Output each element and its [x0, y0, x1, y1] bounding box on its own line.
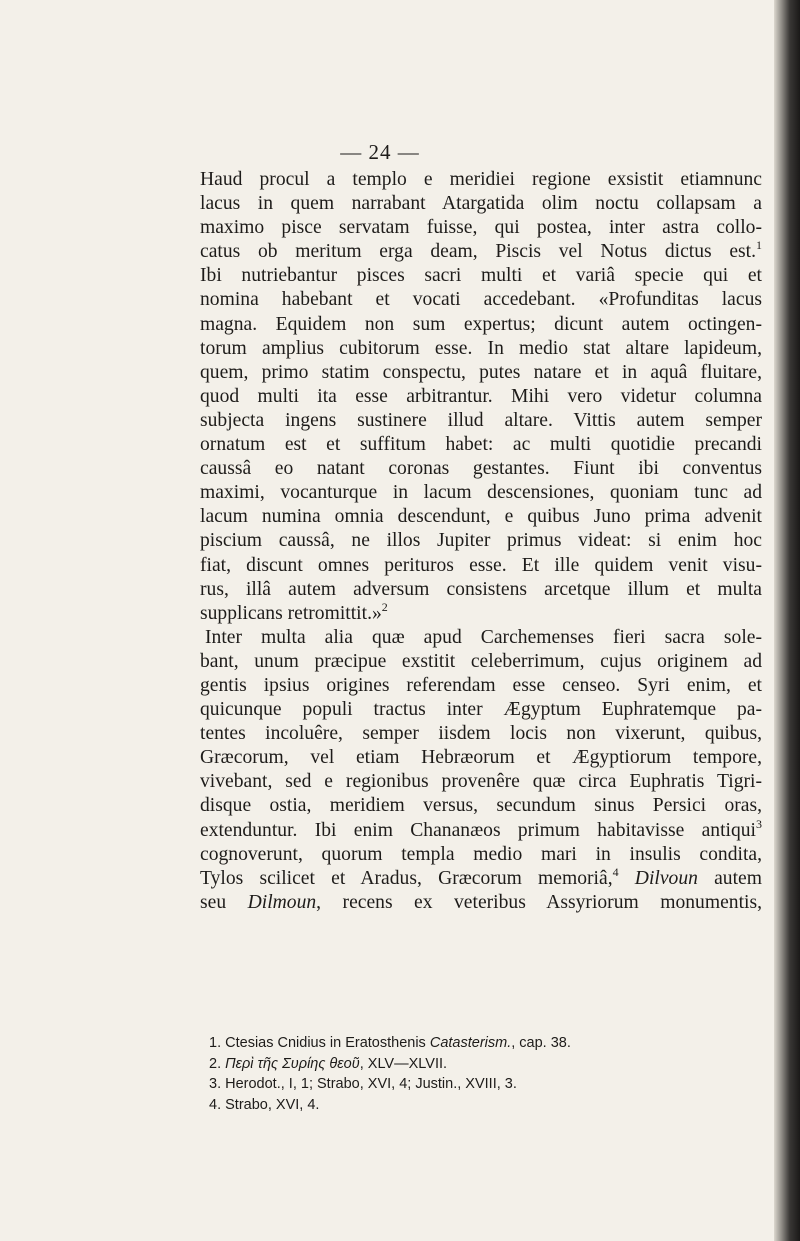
text-line: piscium caussâ, ne illos Jupiter primus videat: si enim hoc — [200, 530, 762, 552]
footnote-italic: Catasterism. — [429, 1035, 512, 1051]
text-line-with-note — [200, 864, 762, 891]
footnote-2 — [209, 1054, 749, 1075]
footnote-tail: , cap. 38. — [511, 1035, 571, 1051]
text-line: Græcorum, vel etiam Hebræorum et Ægyptiorum tempore, — [200, 747, 762, 769]
text-line: fiat, discunt omnes perituros esse. Et ille quidem venit visu- — [200, 554, 762, 576]
page-number: — 24 — — [340, 140, 420, 164]
footnote-number: 4. — [209, 1096, 222, 1113]
footnote-3 — [209, 1074, 749, 1095]
text-line: Ibi nutriebantur pisces sacri multi et variâ specie qui et — [200, 265, 762, 287]
text-line: seu Dilmoun, recens ex veteribus Assyriorum monumentis, — [200, 891, 762, 913]
text-line: torum amplius cubitorum esse. In medio stat altare lapideum, — [200, 337, 762, 359]
footnote-number: 1. — [209, 1035, 222, 1051]
footnote-italic: Περὶ τῆς Συρίης θεοῦ — [225, 1055, 360, 1072]
text-line-with-note — [200, 240, 762, 264]
text-line: gentis ipsius origines referendam esse censeo. Syri enim, et — [200, 674, 762, 696]
text-line: quem, primo statim conspectu, putes natare et in aquâ fluitare, — [200, 361, 762, 383]
text-line: lacum numina omnia descendunt, e quibus Juno prima advenit — [200, 506, 762, 528]
text-line-with-note — [200, 599, 762, 626]
text-line: rus, illâ autem adversum consistens arcetque illum et multa — [200, 578, 762, 600]
footnote-text: Ctesias Cnidius in Eratosthenis — [225, 1035, 430, 1051]
footnote-text: Strabo, XVI, 4. — [225, 1096, 320, 1113]
line-text: extenduntur. Ibi enim Chananæos primum habitavisse antiqui — [200, 819, 756, 841]
line-text: supplicans retromittit.» — [200, 602, 382, 624]
text-line: disque ostia, meridiem versus, secundum sinus Persici oras, — [200, 795, 762, 817]
text-line: maximo pisce servatam fuisse, qui postea, inter astra collo- — [200, 217, 762, 239]
text-line: Inter multa alia quæ apud Carchemenses fieri sacra sole- — [205, 626, 762, 648]
text-line: maximi, vocanturque in lacum descensiones, quoniam tunc ad — [200, 482, 762, 504]
text-line-with-note — [200, 816, 762, 843]
text-line: bant, unum præcipue exstitit celeberrimum, cujus originem ad — [200, 650, 762, 672]
line-text: catus ob meritum erga deam, Piscis vel Notus dictus est. — [200, 241, 756, 263]
footnote-ref-1[interactable]: 1 — [756, 238, 762, 253]
text-line: subjecta ingens sustinere illud altare. Vittis autem semper — [200, 409, 762, 431]
text-line: lacus in quem narrabant Atargatida olim noctu collapsam a — [200, 193, 762, 215]
line-text-tail: autem — [697, 867, 762, 889]
main-text — [200, 168, 762, 915]
text-line: Haud procul a templo e meridiei regione exsistit etiamnunc — [200, 169, 762, 190]
footnote-ref-4[interactable]: 4 — [612, 864, 619, 879]
footnote-ref-3[interactable]: 3 — [756, 816, 762, 831]
page-edge-shadow — [774, 0, 800, 1241]
footnote-number: 2. — [209, 1055, 222, 1072]
footnote-ref-2[interactable]: 2 — [381, 599, 388, 614]
text-line: quod multi ita esse arbitrantur. Mihi vero videtur columna — [200, 385, 762, 407]
footnote-tail: , XLV—XLVII. — [359, 1055, 448, 1072]
footnote-text: Herodot., I, 1; Strabo, XVI, 4; Justin., XVIII, 3. — [225, 1076, 517, 1092]
footnote-number: 3. — [209, 1076, 222, 1092]
italic-term-dilvoun: Dilvoun — [634, 867, 698, 889]
text-line: cognoverunt, quorum templa medio mari in insulis condita, — [200, 843, 762, 865]
footnote-1 — [209, 1033, 749, 1054]
text-line: nomina habebant et vocati accedebant. «Profunditas lacus — [200, 289, 762, 311]
line-text: Tylos scilicet et Aradus, Græcorum memoriâ, — [200, 867, 613, 889]
italic-term-dilmoun: Dilmoun — [247, 891, 317, 913]
text-line: vivebant, sed e regionibus provenêre quæ circa Euphratis Tigri- — [200, 771, 762, 793]
footnote-4 — [209, 1095, 749, 1116]
text-line: ornatum est et suffitum habet: ac multi quotidie precandi — [200, 434, 762, 456]
text-line: magna. Equidem non sum expertus; dicunt autem octingen- — [200, 313, 762, 335]
footnotes — [209, 1033, 749, 1115]
text-line: caussâ eo natant coronas gestantes. Fiunt ibi conventus — [200, 458, 762, 480]
text-line: tentes incoluêre, semper iisdem locis non vixerunt, quibus, — [200, 723, 762, 745]
text-line: quicunque populi tractus inter Ægyptum Euphratemque pa- — [200, 699, 762, 721]
